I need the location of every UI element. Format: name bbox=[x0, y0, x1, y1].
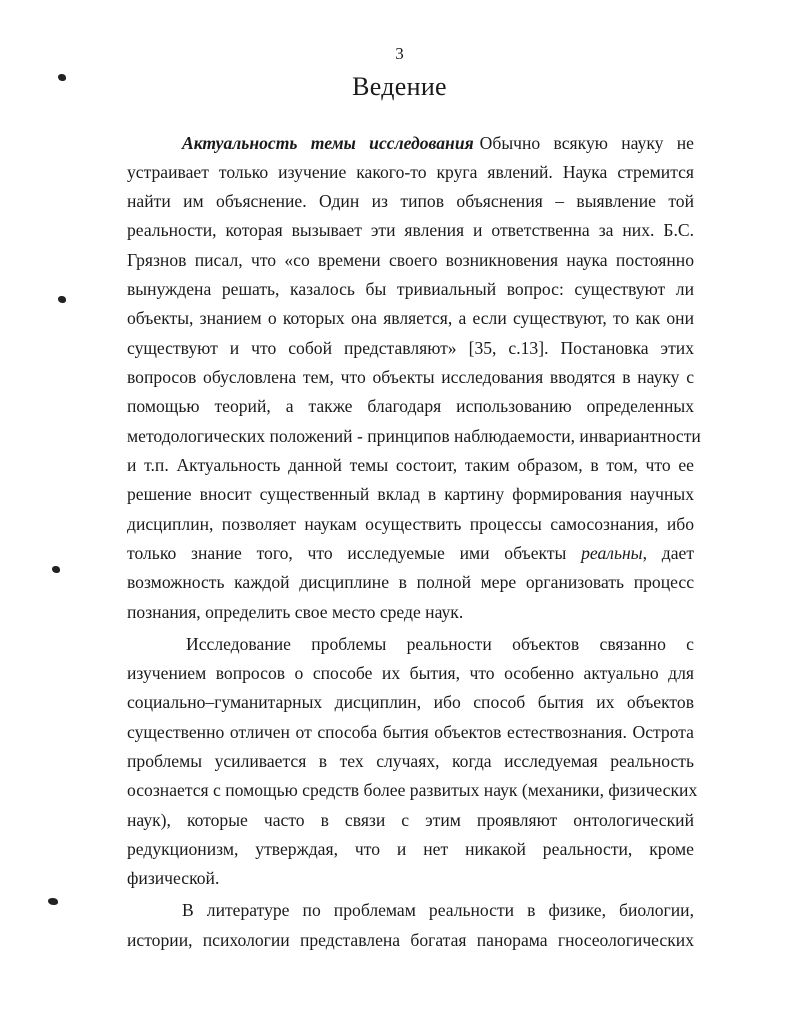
text-line bbox=[127, 539, 694, 568]
text-line: реальности, которая вызывает эти явления и ответственна за них. Б.С. bbox=[127, 220, 694, 240]
text-line: устраивает только изучение какого-то круга явлений. Наука стремится bbox=[127, 162, 694, 182]
scan-mark bbox=[48, 898, 58, 905]
text-line: Грязнов писал, что «со времени своего возникновения наука постоянно bbox=[127, 250, 694, 270]
text-line: физической. bbox=[127, 868, 220, 888]
text-span: только знание того, что исследуемые ими объекты bbox=[127, 543, 567, 563]
text-line: изучением вопросов о способе их бытия, что особенно актуально для bbox=[127, 663, 694, 683]
emphasis-word: реальны bbox=[581, 543, 643, 563]
text-line: решение вносит существенный вклад в картину формирования научных bbox=[127, 484, 694, 504]
text-line: помощью теорий, а также благодаря использованию определенных bbox=[127, 396, 694, 416]
text-line: объекты, знанием о которых она является, а если существуют, то как они bbox=[127, 308, 694, 328]
text-line: вынуждена решать, казалось бы тривиальный вопрос: существуют ли bbox=[127, 279, 694, 299]
scan-mark bbox=[52, 566, 60, 573]
text-line: В литературе по проблемам реальности в физике, биологии, bbox=[182, 900, 694, 920]
page-title: Ведение bbox=[352, 72, 447, 101]
section-heading: Актуальность темы исследования bbox=[182, 133, 474, 153]
text-line: Исследование проблемы реальности объектов связанно с bbox=[186, 634, 694, 654]
text-line: проблемы усиливается в тех случаях, когда исследуемая реальность bbox=[127, 751, 694, 771]
text-line: познания, определить свое место среде наук. bbox=[127, 602, 464, 622]
text-line: существенно отличен от способа бытия объектов естествознания. Острота bbox=[127, 722, 694, 742]
text-line: наук), которые часто в связи с этим проявляют онтологический bbox=[127, 810, 694, 830]
text-line: истории, психологии представлена богатая панорама гносеологических bbox=[127, 930, 694, 950]
text-span: , дает bbox=[642, 543, 695, 563]
text-line: редукционизм, утверждая, что и нет никакой реальности, кроме bbox=[127, 839, 694, 859]
text-line: социально–гуманитарных дисциплин, ибо способ бытия их объектов bbox=[127, 692, 694, 712]
text-line: вопросов обусловлена тем, что объекты исследования вводятся в науку с bbox=[127, 367, 694, 387]
text-line: возможность каждой дисциплине в полной мере организовать процесс bbox=[127, 572, 694, 592]
text-line bbox=[182, 129, 694, 158]
scan-mark bbox=[58, 296, 66, 303]
page-number: 3 bbox=[395, 44, 404, 63]
text-line: существуют и что собой представляют» [35, с.13]. Постановка этих bbox=[127, 338, 694, 358]
text-line: методологических положений - принципов наблюдаемости, инвариантности bbox=[127, 426, 701, 446]
text-line: осознается с помощью средств более развитых наук (механики, физических bbox=[127, 780, 698, 800]
scan-mark bbox=[58, 74, 66, 81]
text-line: дисциплин, позволяет наукам осуществить процессы самосознания, ибо bbox=[127, 514, 694, 534]
text-span: Обычно всякую науку не bbox=[479, 133, 694, 153]
text-line: найти им объяснение. Один из типов объяснения – выявление той bbox=[127, 191, 694, 211]
text-line: и т.п. Актуальность данной темы состоит, таким образом, в том, что ее bbox=[127, 455, 694, 475]
